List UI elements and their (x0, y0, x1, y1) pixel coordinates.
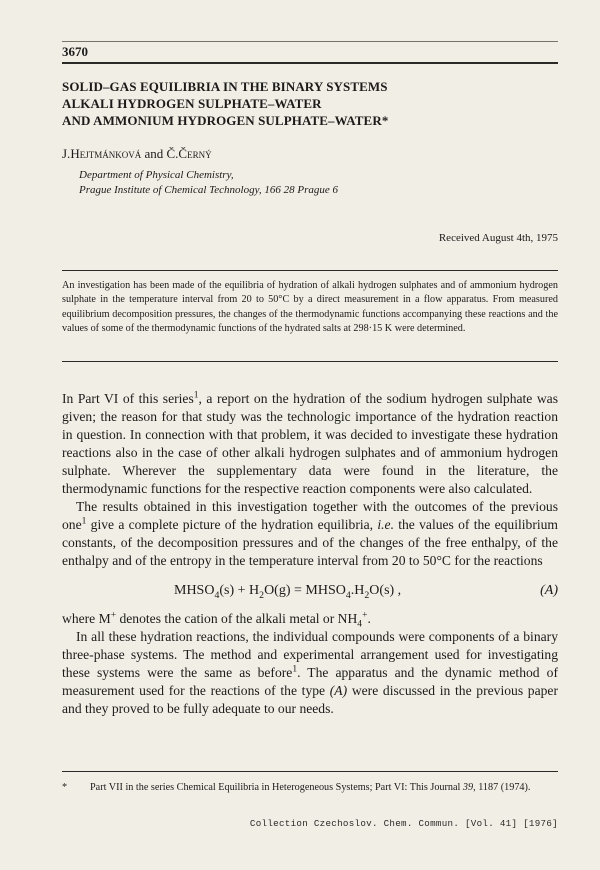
title-line: ALKALI HYDROGEN SULPHATE–WATER (62, 96, 322, 111)
authors (62, 146, 212, 162)
received-date: Received August 4th, 1975 (438, 232, 558, 244)
authors-and: and (141, 146, 167, 161)
article-title (62, 78, 558, 129)
affiliation-line: Prague Institute of Chemical Technology, 166 28 Prague 6 (79, 184, 338, 196)
footnote: * Part VII in the series Chemical Equilibria in Heterogeneous Systems; Part VI: This Journal 39, 1187 (1974). (62, 782, 531, 793)
paragraph-4: In all these hydration reactions, the individual compounds were components of a binary three-phase systems. The method and experimental arrangement used for investigating these systems were the same as before$^1$. The apparatus and the dynamic method of measurement used for the reactions of the type (A) were discussed in the previous paper and they proved to be fully adequate to our needs. (62, 629, 558, 716)
paragraph-2: The results obtained in this investigation together with the outcomes of the previous one$^1$ give a complete picture of the hydration equilibria, i.e. the values of the equilibrium constants, of the decomposition pressures and of the changes of the free enthalpy, of the enthalpy and of the entropy in the temperature interval from 20 to 50°C for the reactions (62, 499, 559, 568)
author-2-surname: Černý (178, 146, 212, 161)
affiliation-line: Department of Physical Chemistry, (79, 169, 234, 181)
journal-citation: Collection Czechoslov. Chem. Commun. [Vol. 41] [1976] (249, 818, 558, 829)
footnote-rule (62, 771, 558, 772)
reference-mark: 1 (193, 390, 199, 401)
equation-label: (A) (540, 583, 558, 598)
title-line: AND AMMONIUM HYDROGEN SULPHATE–WATER* (62, 113, 389, 128)
author-1-initial: J. (62, 146, 71, 161)
abstract: An investigation has been made of the equilibria of hydration of alkali hydrogen sulphates and of ammonium hydrogen sulphate in the temperature interval from 20 to 50°C by a direct measurement in a flow apparatus. From measured equilibrium decomposition pressures, the changes of the thermodynamic functions accompanying these reactions and the values of some of the thermodynamic functions of the hydrated salts at 298·15 K were determined. (62, 280, 558, 335)
equation-text: $MHSO_4(s) + H_2O(g)$ = $MHSO_4.H_2O(s)$ , (174, 583, 402, 601)
author-1-surname: Hejtmánková (70, 146, 142, 161)
reference-mark: 1 (292, 664, 298, 675)
body-text (62, 390, 558, 718)
equation-A (62, 580, 558, 602)
page-number: 3670 (62, 44, 88, 59)
abstract-bottom-rule (62, 361, 558, 362)
abstract-top-rule (62, 270, 558, 271)
affiliation (79, 168, 338, 198)
header-thin-rule (62, 41, 558, 42)
paragraph-3: where M+ denotes the cation of the alkali metal or $NH_4^+$. (62, 610, 371, 630)
title-line: SOLID–GAS EQUILIBRIA IN THE BINARY SYSTEMS (62, 79, 388, 94)
footnote-marker: * (62, 782, 68, 793)
paragraph-1: In Part VI of this series$^1$, a report on the hydration of the sodium hydrogen sulphate was given; the reason for that study was the technologic importance of the hydration reaction in question. In connection with that problem, it was decided to investigate these hydration reactions also in the case of other alkali hydrogen sulphates and of ammonium hydrogen sulphate. Wherever the supplementary data were found in the literature, the thermodynamic functions for the respective reaction components were also calculated. (62, 390, 558, 496)
author-2-initial: Č. (166, 146, 179, 161)
header-rule (62, 62, 558, 64)
reference-mark: 1 (81, 516, 87, 527)
